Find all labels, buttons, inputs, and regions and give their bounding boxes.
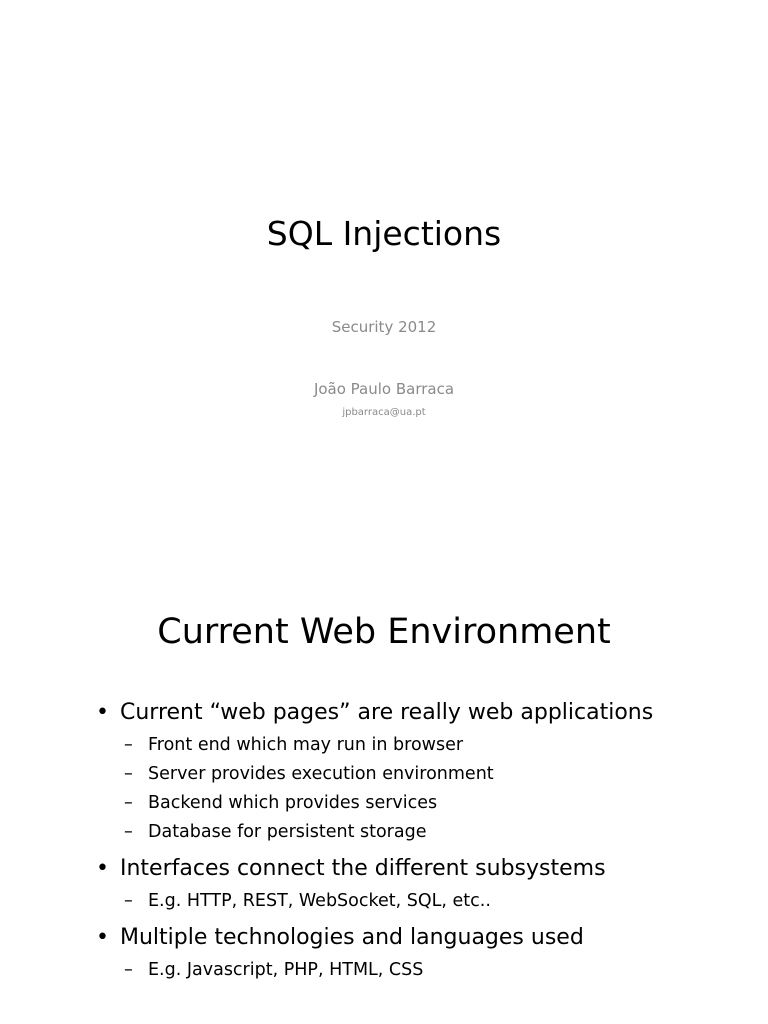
dash-marker: – (124, 764, 133, 784)
sub-bullet-item (124, 760, 756, 789)
bullet-item (96, 920, 756, 985)
dash-marker: – (124, 735, 133, 755)
sub-bullet-list (120, 887, 756, 916)
sub-bullet-list (120, 956, 756, 985)
dash-marker: – (124, 960, 133, 980)
sub-bullet-item (124, 887, 756, 916)
sub-bullet-text: E.g. Javascript, PHP, HTML, CSS (148, 960, 424, 980)
sub-bullet-text: Backend which provides services (148, 793, 438, 813)
bullet-text: Multiple technologies and languages used (120, 925, 584, 950)
sub-bullet-text: E.g. HTTP, REST, WebSocket, SQL, etc.. (148, 891, 491, 911)
sub-bullet-item (124, 956, 756, 985)
sub-bullet-item (124, 818, 756, 847)
bullet-marker: • (96, 700, 109, 725)
slide-title: Current Web Environment (157, 612, 611, 652)
sub-bullet-text: Database for persistent storage (148, 822, 427, 842)
slide-title: SQL Injections (266, 214, 502, 253)
bullet-text: Current “web pages” are really web applications (120, 700, 654, 725)
course-subtitle: Security 2012 (331, 318, 437, 336)
bullet-text: Interfaces connect the different subsystems (120, 856, 606, 881)
dash-marker: – (124, 793, 133, 813)
bullet-marker: • (96, 925, 109, 950)
sub-bullet-item (124, 731, 756, 760)
author-name: João Paulo Barraca (313, 380, 455, 398)
sub-bullet-text: Server provides execution environment (148, 764, 494, 784)
content-slide (0, 512, 768, 1024)
bullet-item (96, 851, 756, 916)
sub-bullet-text: Front end which may run in browser (148, 735, 464, 755)
bullet-item (96, 695, 756, 847)
dash-marker: – (124, 891, 133, 911)
sub-bullet-item (124, 789, 756, 818)
dash-marker: – (124, 822, 133, 842)
bullet-list (96, 695, 756, 989)
author-email: jpbarraca@ua.pt (342, 407, 426, 418)
bullet-marker: • (96, 856, 109, 881)
sub-bullet-list (120, 731, 756, 847)
